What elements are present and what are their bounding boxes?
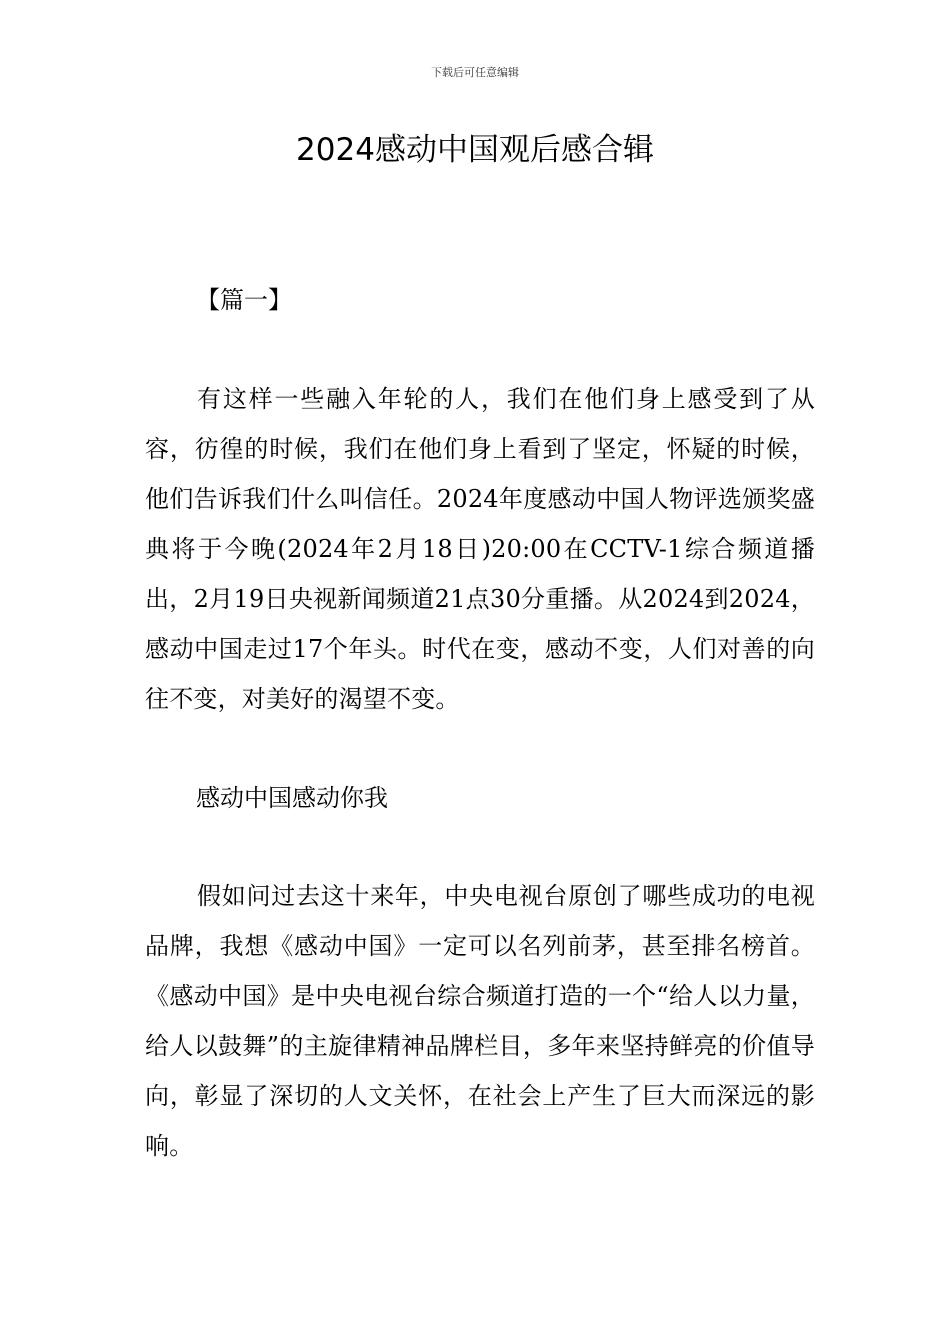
- body-paragraph-2: 假如问过去这十来年，中央电视台原创了哪些成功的电视品牌，我想《感动中国》一定可以名列前茅，甚至排名榜首。《感动中国》是中央电视台综合频道打造的一个“给人以力量，给人以鼓舞”的主旋律精神品牌栏目，多年来坚持鲜亮的价值导向，彰显了深切的人文关怀，在社会上产生了巨大而深远的影响。: [145, 882, 815, 1160]
- body-paragraph-1: 有这样一些融入年轮的人，我们在他们身上感受到了从容，彷徨的时候，我们在他们身上看到了坚定，怀疑的时候，他们告诉我们什么叫信任。2024年度感动中国人物评选颁奖盛典将于今晚(2024年2月18日)20:00在CCTV-1综合频道播出，2月19日央视新闻频道21点30分重播。从2024到2024，感动中国走过17个年头。时代在变，感动不变，人们对善的向往不变，对美好的渴望不变。: [145, 385, 815, 713]
- page-header-note: 下载后可任意编辑: [431, 66, 519, 79]
- subheading: 感动中国感动你我: [196, 784, 388, 812]
- document-title: 2024感动中国观后感合辑: [296, 132, 654, 168]
- section-heading: 【篇一】: [196, 286, 292, 314]
